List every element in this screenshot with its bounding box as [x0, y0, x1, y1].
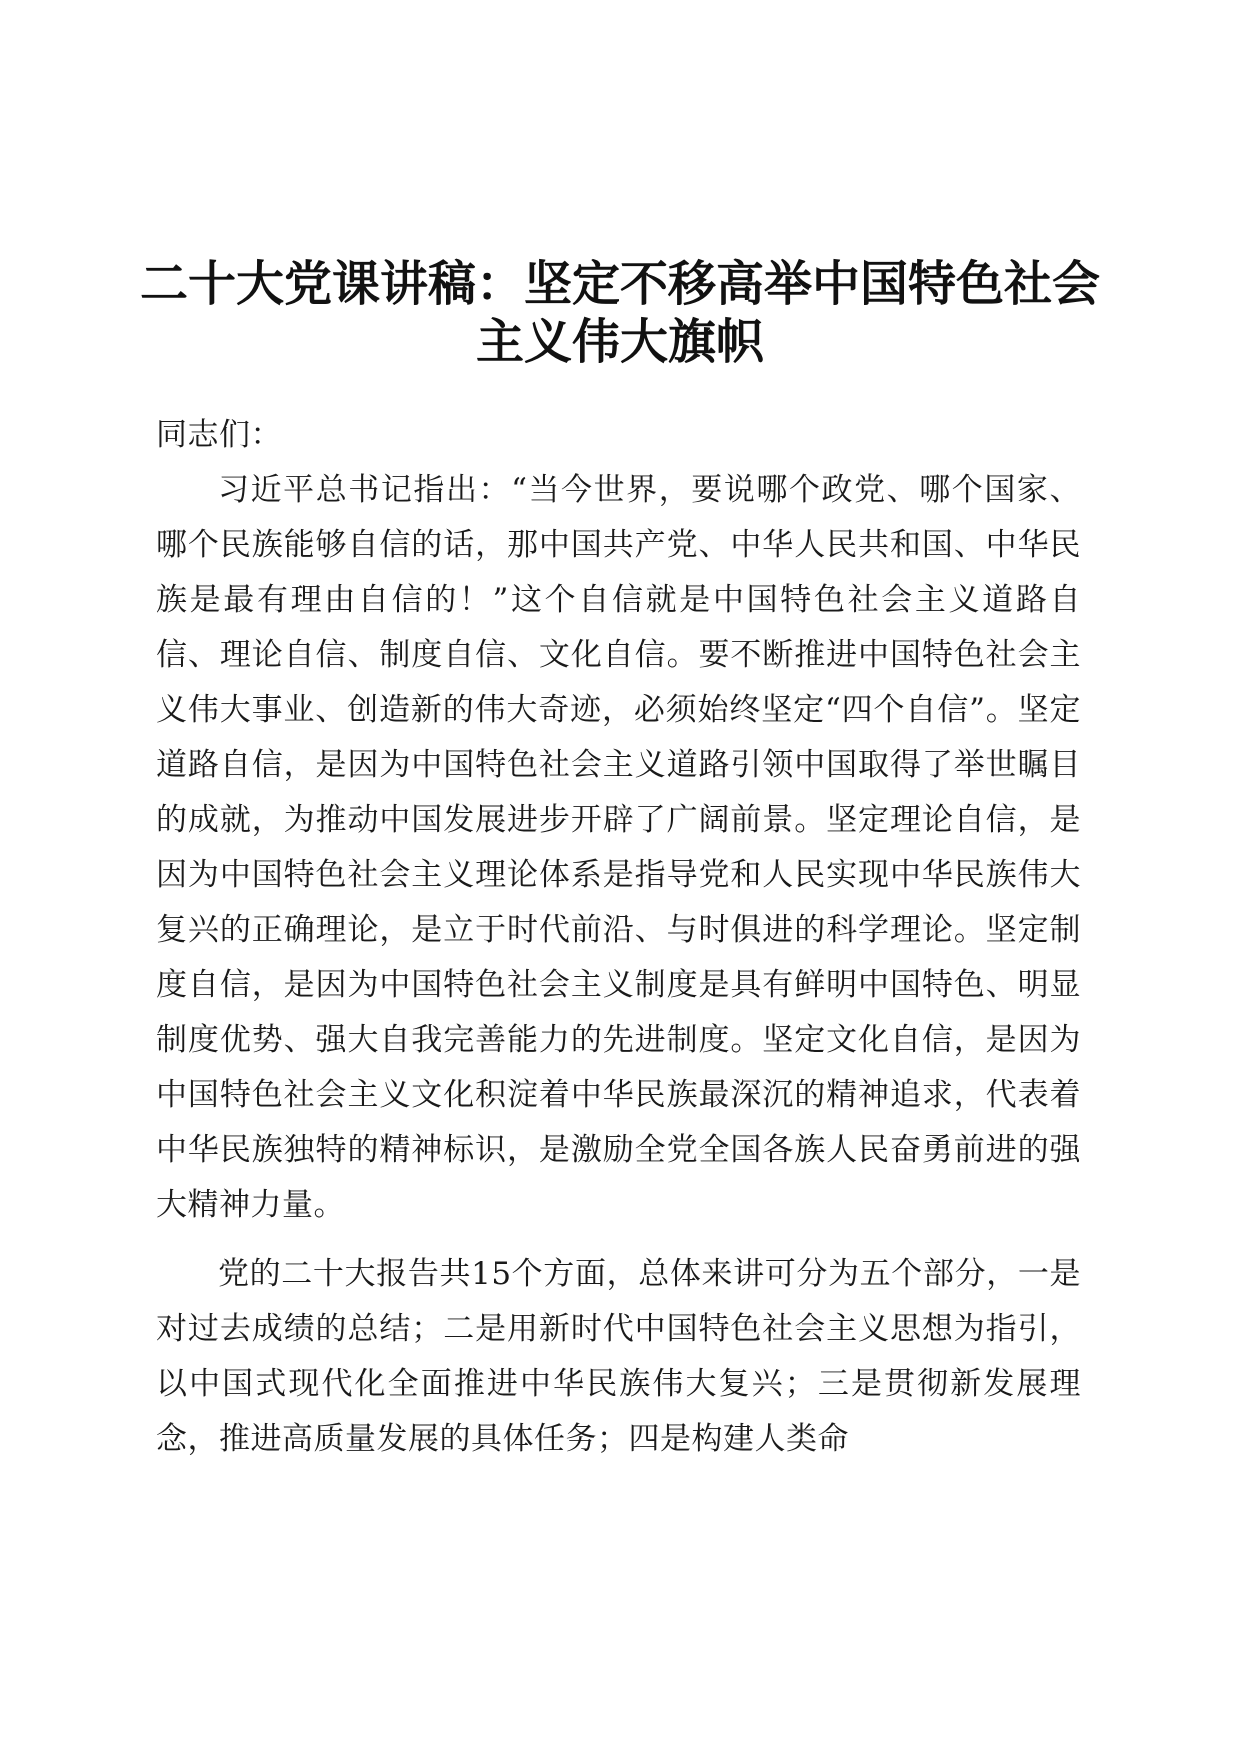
title-line-2: 主义伟大旗帜: [475, 314, 764, 370]
document-body: [156, 408, 1081, 1467]
paragraph-2: 党的二十大报告共15个方面，总体来讲可分为五个部分，一是对过去成绩的总结；二是用新时代中国特色社会主义思想为指引，以中国式现代化全面推进中华民族伟大复兴；三是贯彻新发展理念，推进高质量发展的具体任务；四是构建人类命: [156, 1256, 1081, 1457]
title-line-1: 二十大党课讲稿：坚定不移高举中国特色社会: [140, 256, 1101, 312]
document-title: [140, 255, 1100, 371]
paragraph-1: 习近平总书记指出：“当今世界，要说哪个政党、哪个国家、哪个民族能够自信的话，那中国共产党、中华人民共和国、中华民族是最有理由自信的！”这个自信就是中国特色社会主义道路自信、理论自信、制度自信、文化自信。要不断推进中国特色社会主义伟大事业、创造新的伟大奇迹，必须始终坚定“四个自信”。坚定道路自信，是因为中国特色社会主义道路引领中国取得了举世瞩目的成就，为推动中国发展进步开辟了广阔前景。坚定理论自信，是因为中国特色社会主义理论体系是指导党和人民实现中华民族伟大复兴的正确理论，是立于时代前沿、与时俱进的科学理论。坚定制度自信，是因为中国特色社会主义制度是具有鲜明中国特色、明显制度优势、强大自我完善能力的先进制度。坚定文化自信，是因为中国特色社会主义文化积淀着中华民族最深沉的精神追求，代表着中华民族独特的精神标识，是激励全党全国各族人民奋勇前进的强大精神力量。: [156, 472, 1081, 1223]
salutation: 同志们：: [156, 417, 282, 453]
